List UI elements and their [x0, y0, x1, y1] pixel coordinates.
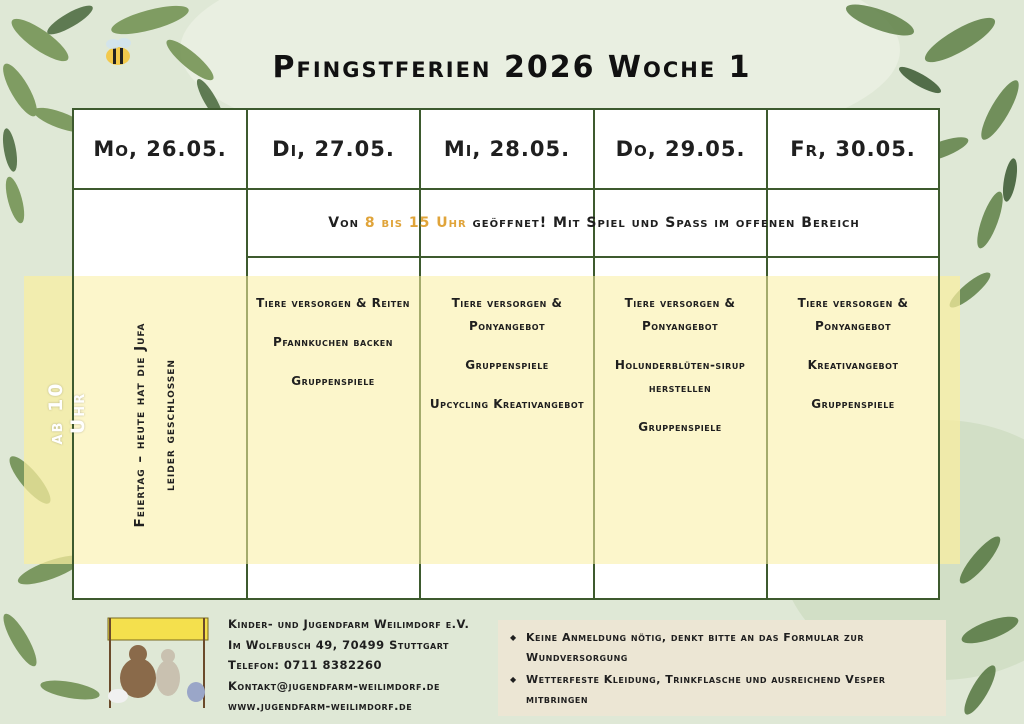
- website-link[interactable]: www.jugendfarm-weilimdorf.de: [228, 699, 413, 713]
- opening-hours-prefix: Von: [328, 215, 365, 231]
- day-header-monday: Mo, 26.05.: [93, 137, 227, 161]
- activity-item: Gruppenspiele: [638, 420, 722, 434]
- activity-item: Tiere versorgen & Reiten: [256, 296, 410, 310]
- jugendfarm-logo: [104, 612, 216, 712]
- opening-hours-banner: [248, 190, 940, 256]
- activity-item: Tiere versorgen & Ponyangebot: [624, 296, 736, 333]
- holiday-cell: [110, 300, 200, 528]
- email-link[interactable]: Kontakt@jugendfarm-weilimdorf.de: [228, 678, 440, 693]
- day-header-thursday: Do, 29.05.: [615, 137, 746, 161]
- day-header-tuesday: Di, 27.05.: [272, 137, 395, 161]
- activities-thursday: [595, 292, 765, 455]
- activities-friday: [768, 292, 938, 432]
- note-text: Wetterfeste Kleidung, Trinkflasche und ausreichend Vesper mitbringen: [526, 673, 886, 706]
- grid-line: [246, 256, 938, 258]
- activity-item: Kreativangebot: [807, 358, 899, 372]
- opening-hours-time: 8 bis 15 Uhr: [364, 215, 467, 231]
- phone: Telefon: 0711 8382260: [228, 658, 382, 672]
- opening-hours-suffix: geöffnet! Mit Spiel und Spass im offenen Bereich: [466, 215, 860, 231]
- bullet-icon: ◆: [510, 675, 517, 684]
- page-title: Pfingstferien 2026 Woche 1: [272, 50, 752, 85]
- activities-tuesday: [248, 292, 418, 409]
- day-header-wednesday: Mi, 28.05.: [443, 137, 571, 161]
- contact-info: [228, 614, 488, 717]
- activity-item: Tiere versorgen & Ponyangebot: [451, 296, 563, 333]
- activity-item: Gruppenspiele: [465, 358, 549, 372]
- start-time-label: ab 10 Uhr: [45, 381, 89, 445]
- activities-wednesday: [422, 292, 592, 432]
- activity-item: Gruppenspiele: [811, 397, 895, 411]
- note-text: Keine Anmeldung nötig, denkt bitte an das Formular zur Wundversorgung: [526, 631, 864, 664]
- bullet-icon: ◆: [510, 633, 517, 642]
- day-header-friday: Fr, 30.05.: [790, 137, 916, 161]
- address: Im Wolfbusch 49, 70499 Stuttgart: [228, 637, 449, 652]
- note-item: [510, 670, 934, 710]
- organization-name: Kinder- und Jugendfarm Weilimdorf e.V.: [228, 617, 470, 631]
- holiday-note: Feiertag – heute hat die Jufa leider geschlossen: [132, 322, 178, 528]
- note-item: [510, 628, 934, 668]
- activity-item: Holunderblüten-sirup herstellen: [614, 358, 746, 395]
- activity-item: Tiere versorgen & Ponyangebot: [797, 296, 909, 333]
- activity-item: Gruppenspiele: [291, 374, 375, 388]
- activity-item: Pfannkuchen backen: [273, 335, 393, 349]
- notes-box: [498, 620, 946, 716]
- activity-item: Upcycling Kreativangebot: [429, 397, 585, 411]
